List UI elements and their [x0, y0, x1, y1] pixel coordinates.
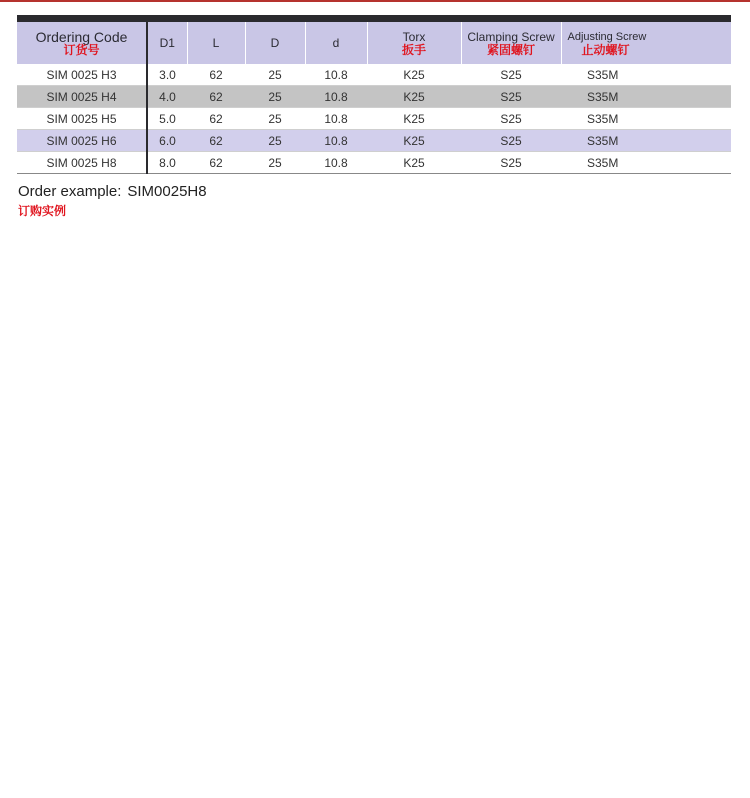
header-ordering-code-en: Ordering Code — [35, 29, 128, 45]
header-d-upper-label: D — [270, 36, 280, 50]
cell-clamping-screw: S25 — [461, 108, 561, 130]
cell-torx: K25 — [367, 86, 461, 108]
cell-adjusting-screw: S35M — [561, 130, 731, 152]
cell-d-lower: 10.8 — [305, 152, 367, 174]
cell-torx: K25 — [367, 108, 461, 130]
cell-d-upper: 25 — [245, 152, 305, 174]
cell-adjusting-screw: S35M — [561, 86, 731, 108]
cell-d-lower: 10.8 — [305, 130, 367, 152]
cell-d1: 6.0 — [147, 130, 187, 152]
header-ordering-code-cn: 订货号 — [63, 43, 100, 57]
cell-clamping-screw: S25 — [461, 152, 561, 174]
cell-torx: K25 — [367, 130, 461, 152]
header-d-lower — [305, 22, 367, 64]
cell-adjusting-screw: S35M — [561, 152, 731, 174]
cell-d-lower: 10.8 — [305, 108, 367, 130]
cell-torx: K25 — [367, 64, 461, 86]
cell-d-upper: 25 — [245, 86, 305, 108]
cell-l: 62 — [187, 86, 245, 108]
cell-l: 62 — [187, 108, 245, 130]
table-row — [17, 108, 731, 130]
order-example — [18, 183, 207, 200]
cell-d-upper: 25 — [245, 64, 305, 86]
cell-torx: K25 — [367, 152, 461, 174]
cell-adjusting-screw: S35M — [561, 108, 731, 130]
header-clamping-screw-cn: 紧固螺钉 — [486, 43, 535, 57]
header-torx — [367, 22, 461, 64]
cell-clamping-screw: S25 — [461, 86, 561, 108]
cell-ordering-code: SIM 0025 H5 — [17, 108, 147, 130]
cell-ordering-code: SIM 0025 H4 — [17, 86, 147, 108]
table-row — [17, 130, 731, 152]
cell-d-lower: 10.8 — [305, 64, 367, 86]
header-d1 — [147, 22, 187, 64]
cell-d-lower: 10.8 — [305, 86, 367, 108]
table-row — [17, 152, 731, 174]
header-d1-label: D1 — [159, 36, 175, 50]
header-adjusting-screw — [561, 22, 731, 64]
spec-table-container — [17, 15, 731, 174]
header-d-upper — [245, 22, 305, 64]
order-example-label: Order example: — [18, 183, 122, 200]
cell-clamping-screw: S25 — [461, 64, 561, 86]
cell-d1: 5.0 — [147, 108, 187, 130]
cell-d1: 4.0 — [147, 86, 187, 108]
cell-d1: 8.0 — [147, 152, 187, 174]
header-adjusting-screw-cn: 止动螺钉 — [581, 43, 630, 57]
cell-ordering-code: SIM 0025 H8 — [17, 152, 147, 174]
header-torx-en: Torx — [402, 30, 426, 44]
header-clamping-screw — [461, 22, 561, 64]
cell-ordering-code: SIM 0025 H3 — [17, 64, 147, 86]
cell-clamping-screw: S25 — [461, 130, 561, 152]
spec-table — [17, 22, 731, 174]
order-example-value: SIM0025H8 — [127, 183, 207, 200]
header-adjusting-screw-en: Adjusting Screw — [567, 31, 647, 43]
cell-l: 62 — [187, 152, 245, 174]
header-l-label: L — [212, 36, 220, 50]
table-row — [17, 86, 731, 108]
cell-d-upper: 25 — [245, 130, 305, 152]
header-l — [187, 22, 245, 64]
top-rule — [0, 0, 750, 2]
cell-adjusting-screw: S35M — [561, 64, 731, 86]
cell-d1: 3.0 — [147, 64, 187, 86]
header-clamping-screw-en: Clamping Screw — [467, 30, 555, 44]
table-header-row — [17, 22, 731, 64]
order-example-cn: 订购实例 — [18, 204, 67, 218]
table-top-bar — [17, 15, 731, 22]
header-torx-cn: 扳手 — [401, 43, 426, 57]
cell-d-upper: 25 — [245, 108, 305, 130]
cell-ordering-code: SIM 0025 H6 — [17, 130, 147, 152]
cell-l: 62 — [187, 64, 245, 86]
header-d-lower-label: d — [332, 36, 340, 50]
header-ordering-code — [17, 22, 147, 64]
cell-l: 62 — [187, 130, 245, 152]
table-row — [17, 64, 731, 86]
